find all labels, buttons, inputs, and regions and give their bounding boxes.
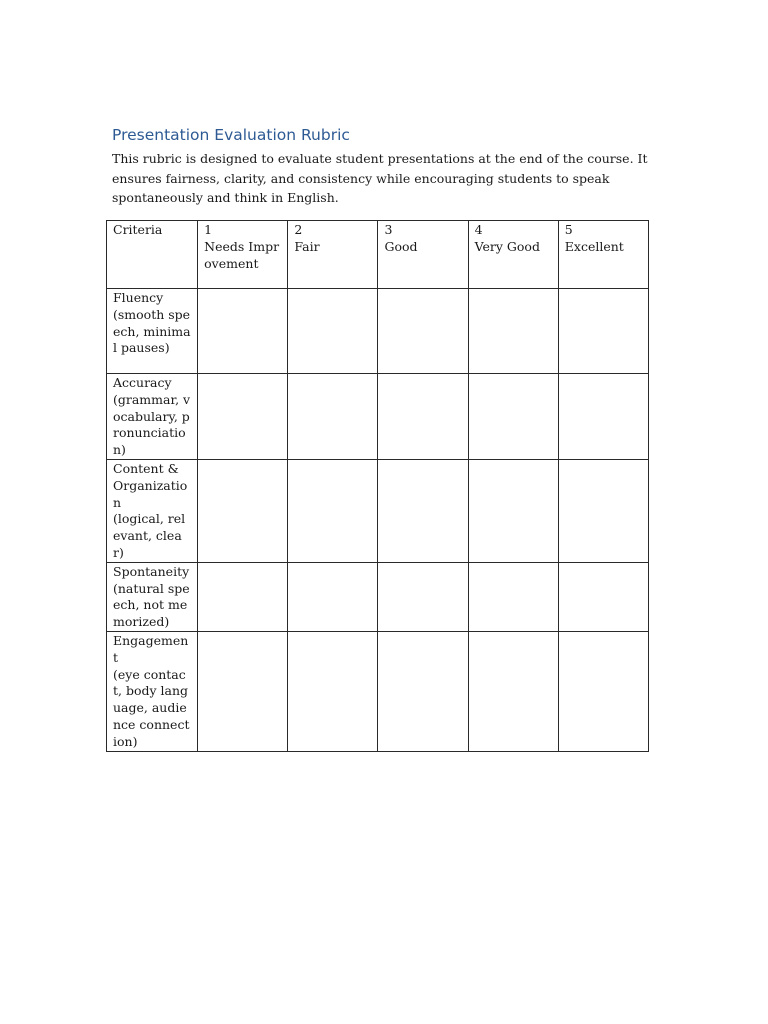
criterion-cell [107,631,198,751]
score-cell[interactable] [468,289,558,374]
score-label: Good [384,238,418,254]
score-header-cell [468,221,558,289]
criterion-name: Fluency [113,290,164,305]
criterion-name: Engagement [113,632,189,665]
criterion-name: Content & Organization [113,460,188,510]
score-label: Very Good [474,238,540,254]
score-header-cell [198,221,288,289]
score-cell[interactable] [198,459,288,562]
criterion-cell [107,374,198,460]
criterion-row-spontaneity [107,562,649,631]
score-cell[interactable] [198,289,288,374]
score-cell[interactable] [288,562,378,631]
score-cell[interactable] [468,374,558,460]
criterion-detail: (grammar, vocabulary, pronunciation) [113,391,191,458]
score-cell[interactable] [288,374,378,460]
score-cell[interactable] [558,289,648,374]
criterion-row-fluency [107,289,649,374]
criteria-header: Criteria [113,222,163,237]
score-cell[interactable] [558,631,648,751]
score-cell[interactable] [378,289,468,374]
page-title: Presentation Evaluation Rubric [112,126,350,144]
criterion-row-engagement [107,631,649,751]
rubric-table [106,220,649,752]
intro-paragraph: This rubric is designed to evaluate student presentations at the end of the course. It ensures fairness, clarity, and consistency while encouraging students to speak spontaneously and think in English. [112,151,648,205]
criterion-cell [107,459,198,562]
score-cell[interactable] [378,631,468,751]
criterion-detail: (logical, relevant, clear) [113,511,186,560]
criterion-cell [107,562,198,631]
criterion-cell [107,289,198,374]
score-label: Excellent [564,238,624,254]
criterion-row-accuracy [107,374,649,460]
score-header-cell [378,221,468,289]
score-header-cell [288,221,378,289]
score-cell[interactable] [288,631,378,751]
score-cell[interactable] [198,374,288,460]
score-cell[interactable] [378,562,468,631]
score-number: 4 [474,222,483,237]
criterion-detail: (natural speech, not memorized) [113,580,190,630]
score-label: Fair [294,238,320,254]
score-cell[interactable] [558,459,648,562]
score-number: 5 [564,222,573,237]
score-cell[interactable] [468,459,558,562]
score-cell[interactable] [558,374,648,460]
score-header-cell [558,221,648,289]
score-cell[interactable] [558,562,648,631]
score-cell[interactable] [468,631,558,751]
score-cell[interactable] [198,562,288,631]
score-cell[interactable] [288,459,378,562]
criterion-name: Accuracy [113,375,172,390]
score-number: 1 [204,222,213,237]
score-label: Needs Improvement [204,238,280,271]
score-number: 2 [294,222,303,237]
score-number: 3 [384,222,393,237]
score-cell[interactable] [198,631,288,751]
score-cell[interactable] [378,459,468,562]
header-row [107,221,649,289]
score-cell[interactable] [468,562,558,631]
criteria-header-cell [107,221,198,289]
criterion-detail: (smooth speech, minimal pauses) [113,306,191,356]
score-cell[interactable] [378,374,468,460]
criterion-name: Spontaneity [113,563,190,579]
score-cell[interactable] [288,289,378,374]
criterion-row-content-organization [107,459,649,562]
criterion-detail: (eye contact, body language, audience connection) [113,666,190,749]
